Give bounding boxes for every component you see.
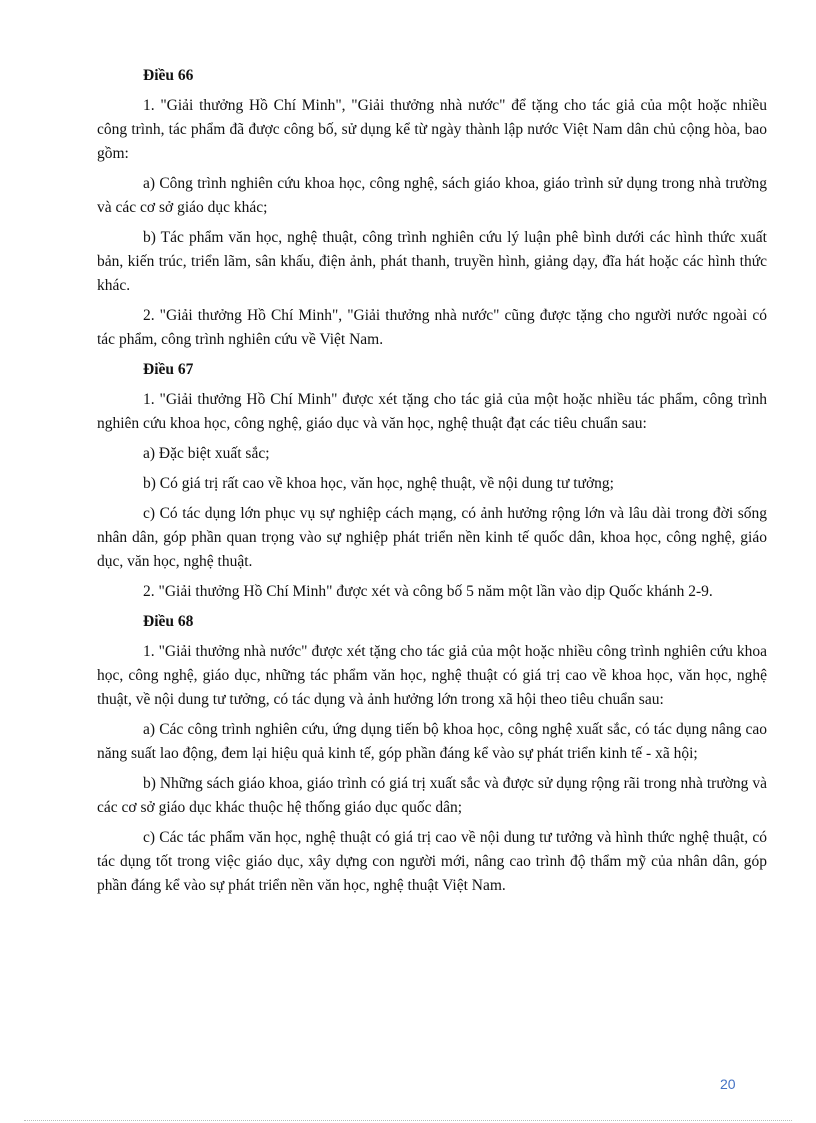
paragraph: a) Các công trình nghiên cứu, ứng dụng tiến bộ khoa học, công nghệ xuất sắc, có tác dụng nâng cao năng suất lao động, đem lại hiệu quả kinh tế, góp phần đáng kể vào sự phát triển kinh tế - xã hội; [97,721,767,762]
paragraph: a) Công trình nghiên cứu khoa học, công nghệ, sách giáo khoa, giáo trình sử dụng trong nhà trường và các cơ sở giáo dục khác; [97,175,767,216]
paragraph: b) Có giá trị rất cao về khoa học, văn học, nghệ thuật, về nội dung tư tưởng; [143,475,614,492]
article-heading: Điều 67 [143,361,194,378]
paragraph: b) Tác phẩm văn học, nghệ thuật, công trình nghiên cứu lý luận phê bình dưới các hình thức xuất bản, kiến trúc, triển lãm, sân khấu, điện ảnh, phát thanh, truyền hình, giảng dạy, đĩa hát hoặc các hình thức khác. [97,229,767,294]
article-66 [97,64,767,352]
document-page [97,64,767,904]
page-number: 20 [720,1076,736,1092]
paragraph: b) Những sách giáo khoa, giáo trình có giá trị xuất sắc và được sử dụng rộng rãi trong nhà trường và các cơ sở giáo dục khác thuộc hệ thống giáo dục quốc dân; [97,775,767,816]
paragraph: 1. "Giải thưởng Hồ Chí Minh" được xét tặng cho tác giả của một hoặc nhiều tác phẩm, công trình nghiên cứu khoa học, công nghệ, giáo dục và văn học, nghệ thuật đạt các tiêu chuẩn sau: [97,391,767,432]
paragraph: 1. "Giải thưởng Hồ Chí Minh", "Giải thưởng nhà nước" để tặng cho tác giả của một hoặc nhiều công trình, tác phẩm đã được công bố, sử dụng kể từ ngày thành lập nước Việt Nam dân chủ cộng hòa, bao gồm: [97,97,767,162]
paragraph: 1. "Giải thưởng nhà nước" được xét tặng cho tác giả của một hoặc nhiều công trình nghiên cứu khoa học, công nghệ, giáo dục, những tác phẩm văn học, nghệ thuật có giá trị cao về khoa học, văn học, nghệ thuật, về nội dung tư tưởng, có tác dụng và ảnh hưởng lớn trong xã hội theo tiêu chuẩn sau: [97,643,767,708]
article-67 [97,358,767,604]
article-heading: Điều 68 [143,613,194,630]
footer-divider [24,1120,792,1121]
article-heading: Điều 66 [143,67,194,84]
paragraph: c) Có tác dụng lớn phục vụ sự nghiệp cách mạng, có ảnh hưởng rộng lớn và lâu dài trong đời sống nhân dân, góp phần quan trọng vào sự nghiệp phát triển nền kinh tế quốc dân, khoa học, công nghệ, giáo dục, văn học, nghệ thuật. [97,505,767,570]
article-68 [97,610,767,898]
paragraph: 2. "Giải thưởng Hồ Chí Minh" được xét và công bố 5 năm một lần vào dịp Quốc khánh 2-9. [143,583,713,600]
paragraph: 2. "Giải thưởng Hồ Chí Minh", "Giải thưởng nhà nước" cũng được tặng cho người nước ngoài có tác phẩm, công trình nghiên cứu về Việt Nam. [97,307,767,348]
paragraph: a) Đặc biệt xuất sắc; [143,445,270,462]
paragraph: c) Các tác phẩm văn học, nghệ thuật có giá trị cao về nội dung tư tưởng và hình thức nghệ thuật, có tác dụng tốt trong việc giáo dục, xây dựng con người mới, nâng cao trình độ thẩm mỹ của nhân dân, góp phần đáng kể vào sự phát triển nền văn học, nghệ thuật Việt Nam. [97,829,767,894]
